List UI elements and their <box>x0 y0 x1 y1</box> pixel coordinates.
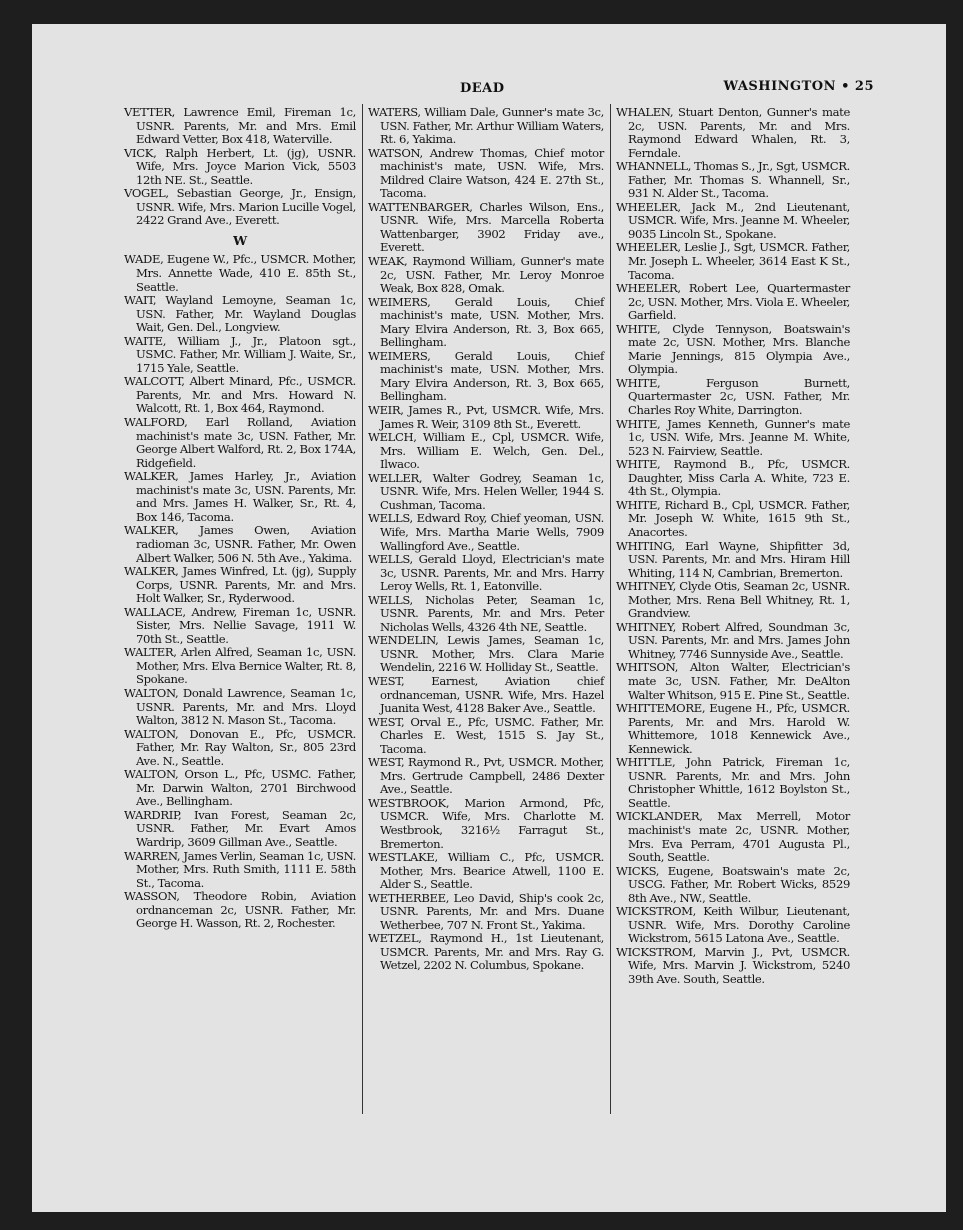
entry: WELLS, Edward Roy, Chief yeoman, USN. Wife, Mrs. Martha Marie Wells, 7909 Wallingford Ave., Seattle. <box>368 511 604 553</box>
entry: WEAK, Raymond William, Gunner's mate 2c, USN. Father, Mr. Leroy Monroe Weak, Box 828, Omak. <box>368 254 604 296</box>
entry: WELLS, Gerald Lloyd, Electrician's mate 3c, USNR. Parents, Mr. and Mrs. Harry Leroy Wells, Rt. 1, Eatonville. <box>368 552 604 594</box>
entry: WICKS, Eugene, Boatswain's mate 2c, USCG. Father, Mr. Robert Wicks, 8529 8th Ave., NW., Seattle. <box>616 863 850 905</box>
entry: WADE, Eugene W., Pfc., USMCR. Mother, Mrs. Annette Wade, 410 E. 85th St., Seattle. <box>124 252 356 294</box>
entry: WAIT, Wayland Lemoyne, Seaman 1c, USN. Father, Mr. Wayland Douglas Wait, Gen. Del., Longview. <box>124 293 356 335</box>
entry: WHITNEY, Robert Alfred, Soundman 3c, USN. Parents, Mr. and Mrs. James John Whitney, 7746 Sunnyside Ave., Seattle. <box>616 619 850 661</box>
entry: WALFORD, Earl Rolland, Aviation machinist's mate 3c, USN. Father, Mr. George Albert Walford, Rt. 2, Box 174A, Ridgefield. <box>124 415 356 470</box>
entry: WATTENBARGER, Charles Wilson, Ens., USNR. Wife, Mrs. Marcella Roberta Wattenbarger, 3902 Friday ave., Everett. <box>368 199 604 255</box>
entry: WALTON, Donovan E., Pfc, USMCR. Father, Mr. Ray Walton, Sr., 805 23rd Ave. N., Seattle. <box>124 726 356 768</box>
entry: VETTER, Lawrence Emil, Fireman 1c, USNR. Parents, Mr. and Mrs. Emil Edward Vetter, Box 418, Waterville. <box>124 105 356 147</box>
document-page <box>32 24 946 1212</box>
page-header-right <box>724 79 874 94</box>
entry: WHITING, Earl Wayne, Shipfitter 3d, USN. Parents, Mr. and Mrs. Hiram Hill Whiting, 114 N, Cambrian, Bremerton. <box>616 538 850 580</box>
entry: WHITNEY, Clyde Otis, Seaman 2c, USNR. Mother, Mrs. Rena Bell Whitney, Rt. 1, Grandview. <box>616 579 850 621</box>
entry: WHITE, Richard B., Cpl, USMCR. Father, Mr. Joseph W. White, 1615 9th St., Anacortes. <box>616 497 850 539</box>
column-1 <box>124 106 356 931</box>
entry: WHALEN, Stuart Denton, Gunner's mate 2c, USN. Parents, Mr. and Mrs. Raymond Edward Whalen, Rt. 3, Ferndale. <box>616 105 850 160</box>
entry: WALTER, Arlen Alfred, Seaman 1c, USN. Mother, Mrs. Elva Bernice Walter, Rt. 8, Spokane. <box>124 645 356 687</box>
entry: WALTON, Donald Lawrence, Seaman 1c, USNR. Parents, Mr. and Mrs. Lloyd Walton, 3812 N. Mason St., Tacoma. <box>124 685 356 728</box>
column-rule <box>362 104 363 1114</box>
entry: WEST, Orval E., Pfc, USMC. Father, Mr. Charles E. West, 1515 S. Jay St., Tacoma. <box>368 714 604 756</box>
entry: WARDRIP, Ivan Forest, Seaman 2c, USNR. Father, Mr. Evart Amos Wardrip, 3609 Gillman Ave., Seattle. <box>124 807 356 849</box>
entry: WHEELER, Robert Lee, Quartermaster 2c, USN. Mother, Mrs. Viola E. Wheeler, Garfield. <box>616 281 850 323</box>
header-separator: • <box>841 79 850 94</box>
entry: WICKSTROM, Keith Wilbur, Lieutenant, USNR. Wife, Mrs. Dorothy Caroline Wickstrom, 5615 Latona Ave., Seattle. <box>616 904 850 946</box>
entry: WASSON, Theodore Robin, Aviation ordnanceman 2c, USNR. Father, Mr. George H. Wasson, Rt. 2, Rochester. <box>124 889 356 931</box>
entry: WHITSON, Alton Walter, Electrician's mate 3c, USN. Father, Mr. DeAlton Walter Whitson, 915 E. Pine St., Seattle. <box>616 660 850 702</box>
header-state: WASHINGTON <box>723 79 837 94</box>
entry: WALTON, Orson L., Pfc, USMC. Father, Mr. Darwin Walton, 2701 Birchwood Ave., Bellingham. <box>124 767 356 809</box>
entry: WELLS, Nicholas Peter, Seaman 1c, USNR. Parents, Mr. and Mrs. Peter Nicholas Wells, 4326 4th NE, Seattle. <box>368 592 604 634</box>
entry: WALKER, James Owen, Aviation radioman 3c, USNR. Father, Mr. Owen Albert Walker, 506 N. 5th Ave., Yakima. <box>124 523 356 565</box>
page-number: 25 <box>854 79 874 94</box>
entry: WATERS, William Dale, Gunner's mate 3c, USN. Father, Mr. Arthur William Waters, Rt. 6, Yakima. <box>368 105 604 147</box>
entry: WEIR, James R., Pvt, USMCR. Wife, Mrs. James R. Weir, 3109 8th St., Everett. <box>368 403 604 431</box>
entry: WHEELER, Jack M., 2nd Lieutenant, USMCR. Wife, Mrs. Jeanne M. Wheeler, 9035 Lincoln St., Spokane. <box>616 199 850 241</box>
entry: WETZEL, Raymond H., 1st Lieutenant, USMCR. Parents, Mr. and Mrs. Ray G. Wetzel, 2202 N. Columbus, Spokane. <box>368 931 604 973</box>
entry: WHITTEMORE, Eugene H., Pfc, USMCR. Parents, Mr. and Mrs. Harold W. Whittemore, 1018 Kennewick Ave., Kennewick. <box>616 701 850 756</box>
entry: VOGEL, Sebastian George, Jr., Ensign, USNR. Wife, Mrs. Marion Lucille Vogel, 2422 Grand Ave., Everett. <box>124 186 356 228</box>
column-rule <box>610 104 611 1114</box>
entry: WALKER, James Winfred, Lt. (jg), Supply Corps, USNR. Parents, Mr. and Mrs. Holt Walker, Sr., Ryderwood. <box>124 564 356 606</box>
column-2 <box>368 106 604 973</box>
entry: WHITTLE, John Patrick, Fireman 1c, USNR. Parents, Mr. and Mrs. John Christopher Whittle, 1612 Boylston St., Seattle. <box>616 755 850 810</box>
entry: WICKLANDER, Max Merrell, Motor machinist's mate 2c, USNR. Mother, Mrs. Eva Perram, 4701 Augusta Pl., South, Seattle. <box>616 809 850 865</box>
entry: WHITE, Clyde Tennyson, Boatswain's mate 2c, USN. Mother, Mrs. Blanche Marie Jennings, 815 Olympia Ave., Olympia. <box>616 321 850 377</box>
entry: VICK, Ralph Herbert, Lt. (jg), USNR. Wife, Mrs. Joyce Marion Vick, 5503 12th NE. St., Seattle. <box>124 145 356 187</box>
entry: WEST, Earnest, Aviation chief ordnanceman, USNR. Wife, Mrs. Hazel Juanita West, 4128 Baker Ave., Seattle. <box>368 673 604 716</box>
entry: WESTBROOK, Marion Armond, Pfc, USMCR. Wife, Mrs. Charlotte M. Westbrook, 3216½ Farragut St., Bremerton. <box>368 795 604 851</box>
entry: WENDELIN, Lewis James, Seaman 1c, USNR. Mother, Mrs. Clara Marie Wendelin, 2216 W. Holliday St., Seattle. <box>368 633 604 675</box>
entry: WHANNELL, Thomas S., Jr., Sgt, USMCR. Father, Mr. Thomas S. Whannell, Sr., 931 N. Alder St., Tacoma. <box>616 159 851 201</box>
entry: WHITE, Ferguson Burnett, Quartermaster 2c, USN. Father, Mr. Charles Roy White, Darrington. <box>616 375 850 418</box>
entry: WHITE, James Kenneth, Gunner's mate 1c, USN. Wife, Mrs. Jeanne M. White, 523 N. Fairview, Seattle. <box>616 416 850 458</box>
entry: WALCOTT, Albert Minard, Pfc., USMCR. Parents, Mr. and Mrs. Howard N. Walcott, Rt. 1, Box 464, Raymond. <box>124 374 356 416</box>
column-3 <box>616 106 850 987</box>
entry: WAITE, William J., Jr., Platoon sgt., USMC. Father, Mr. William J. Waite, Sr., 1715 Yale, Seattle. <box>124 333 356 375</box>
section-letter: W <box>233 232 247 248</box>
entry: WICKSTROM, Marvin J., Pvt, USMCR. Wife, Mrs. Marvin J. Wickstrom, 5240 39th Ave. South, Seattle. <box>616 944 850 986</box>
entry: WALKER, James Harley, Jr., Aviation machinist's mate 3c, USN. Parents, Mr. and Mrs. James H. Walker, Sr., Rt. 4, Box 146, Tacoma. <box>124 469 356 524</box>
entry: WHEELER, Leslie J., Sgt, USMCR. Father, Mr. Joseph L. Wheeler, 3614 East K St., Tacoma. <box>616 240 850 282</box>
entry: WHITE, Raymond B., Pfc, USMCR. Daughter, Miss Carla A. White, 723 E. 4th St., Olympia. <box>616 457 850 499</box>
entry: WELCH, William E., Cpl, USMCR. Wife, Mrs. William E. Welch, Gen. Del., Ilwaco. <box>368 430 604 472</box>
entry: WEIMERS, Gerald Louis, Chief machinist's mate, USN. Mother, Mrs. Mary Elvira Anderson, Rt. 3, Box 665, Bellingham. <box>368 294 604 350</box>
entry: WESTLAKE, William C., Pfc, USMCR. Mother, Mrs. Bearice Atwell, 1100 E. Alder S., Seattle. <box>368 850 604 892</box>
entry: WARREN, James Verlin, Seaman 1c, USN. Mother, Mrs. Ruth Smith, 1111 E. 58th St., Tacoma. <box>124 848 356 890</box>
entry: WATSON, Andrew Thomas, Chief motor machinist's mate, USN. Wife, Mrs. Mildred Claire Watson, 424 E. 27th St., Tacoma. <box>368 145 604 201</box>
entry: WALLACE, Andrew, Fireman 1c, USNR. Sister, Mrs. Nellie Savage, 1911 W. 70th St., Seattle. <box>124 604 356 646</box>
entry: WEIMERS, Gerald Louis, Chief machinist's mate, USN. Mother, Mrs. Mary Elvira Anderson, Rt. 3, Box 665, Bellingham. <box>368 348 604 404</box>
entry: WETHERBEE, Leo David, Ship's cook 2c, USNR. Parents, Mr. and Mrs. Duane Wetherbee, 707 N. Front St., Yakima. <box>368 890 604 932</box>
entry: WELLER, Walter Godrey, Seaman 1c, USNR. Wife, Mrs. Helen Weller, 1944 S. Cushman, Tacoma. <box>368 470 604 512</box>
entry: WEST, Raymond R., Pvt, USMCR. Mother, Mrs. Gertrude Campbell, 2486 Dexter Ave., Seattle. <box>368 755 604 797</box>
page-header-title: DEAD <box>460 81 505 96</box>
